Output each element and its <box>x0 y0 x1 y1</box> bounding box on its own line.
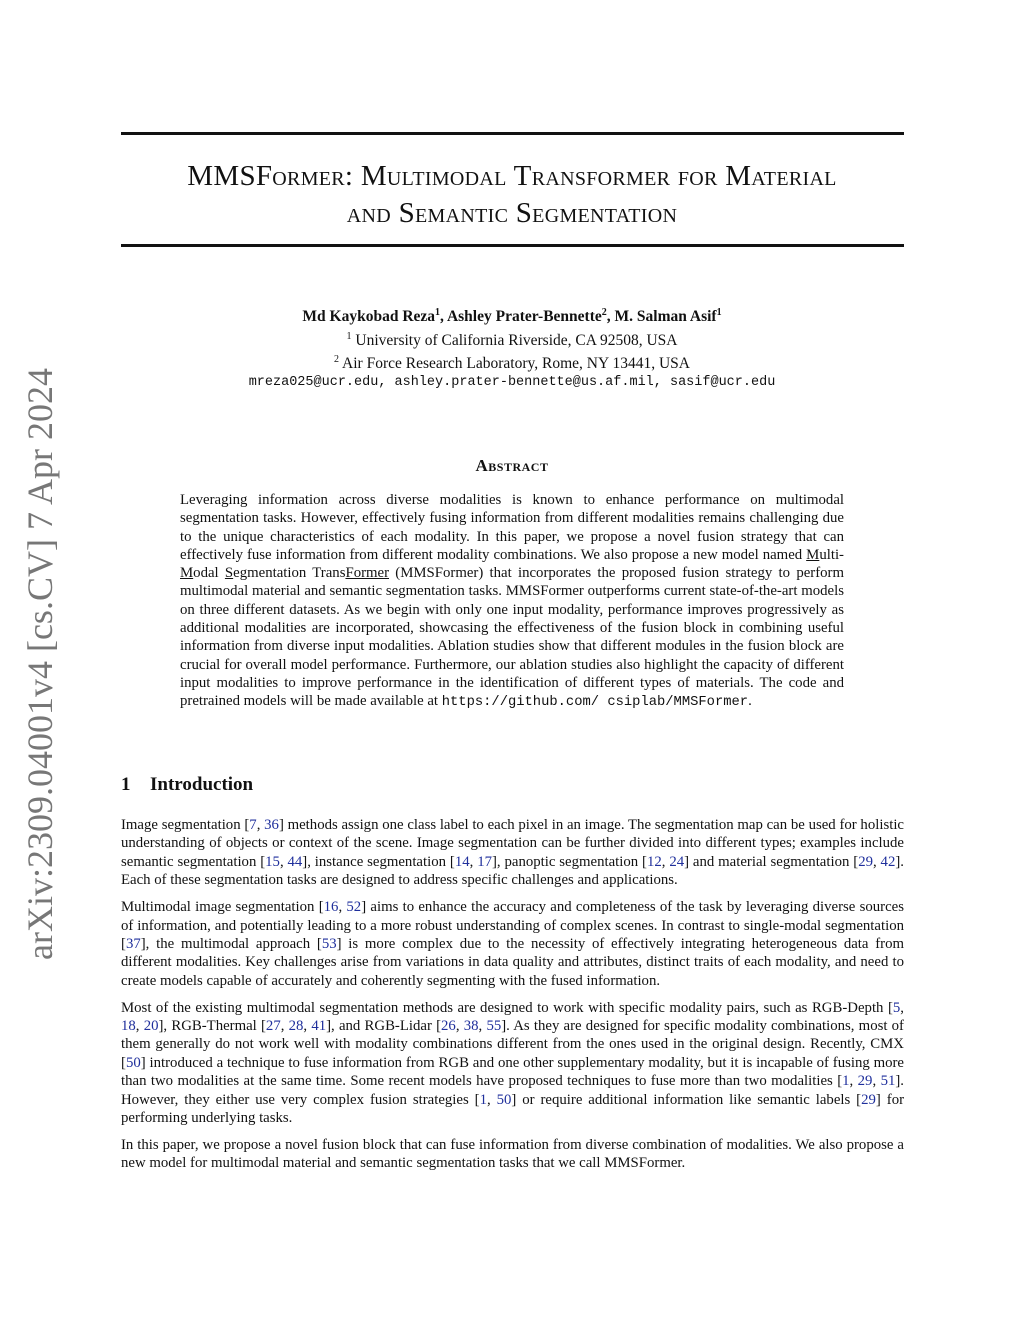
p1-text-d: ], panoptic segmentation [ <box>491 853 647 870</box>
p1-sep: , <box>661 853 670 870</box>
arxiv-identifier: arXiv:2309.04001v4 [cs.CV] 7 Apr 2024 <box>20 368 60 960</box>
abstract-part-2: (MMSFormer) that incorporates the proposed fusion strategy to perform multimodal material and semantic segmentation tasks. MMSFormer outperforms current state-of-the-art models on three different datasets. As we begin with only one input modality, performance improves progressively as additional modalities are incorporated, showcasing the effectiveness of the fusion block in combining useful information from diverse input modalities. Ablation studies show that different modules in the fusion block are crucial for overall model performance. Furthermore, our ablation studies also highlight the capacity of different input modalities to improve performance in the identification of different types of materials. The code and pretrained models will be made available at <box>180 565 844 710</box>
p3-sep: , <box>849 1073 858 1090</box>
code-url[interactable]: https://github.com/ csiplab/MMSFormer <box>441 695 749 711</box>
citation-link[interactable]: 29 <box>861 1091 876 1108</box>
author-emails: mreza025@ucr.edu, ashley.prater-bennette@us.af.mil, sasif@ucr.edu <box>248 375 776 391</box>
p2-text-b: ] aims to enhance the accuracy and completeness of the task by leveraging diverse sources of information, and potentially leading to a more robust understanding of complex scenes. In contrast to single-modal segmentation [ <box>121 899 904 952</box>
author-2: Ashley Prater-Bennette <box>446 308 602 326</box>
acronym-letter-s: S <box>224 565 234 582</box>
citation-link[interactable]: 1 <box>842 1073 850 1090</box>
p3-text-h: ] for performing underlying tasks. <box>121 1091 905 1127</box>
author-3: M. Salman Asif <box>614 308 717 326</box>
author-3-affil: 1 <box>716 307 722 318</box>
acronym-letter-m1: M <box>806 546 820 563</box>
citation-link[interactable]: 55 <box>486 1018 502 1035</box>
citation-link[interactable]: 1 <box>479 1091 487 1108</box>
citation-link[interactable]: 16 <box>323 899 339 916</box>
citation-link[interactable]: 17 <box>477 853 492 870</box>
citation-link[interactable]: 24 <box>669 853 685 870</box>
title-bottom-rule <box>121 244 904 247</box>
citation-link[interactable]: 41 <box>311 1018 327 1035</box>
citation-link[interactable]: 37 <box>125 935 141 952</box>
p1-sep: , <box>256 817 265 833</box>
p3-text-c: ], and RGB-Lidar [ <box>326 1018 442 1035</box>
p3-sep: , <box>303 1018 312 1035</box>
citation-link[interactable]: 38 <box>463 1018 479 1035</box>
title-line-1: MMSFormer: Multimodal Transformer for Material <box>187 160 837 192</box>
p3-text-a: Most of the existing multimodal segmentation methods are designed to work with specific modality pairs, such as RGB-Depth [ <box>121 999 893 1016</box>
p1-text-a: Image segmentation [ <box>121 817 250 833</box>
p2-text-a: Multimodal image segmentation [ <box>121 899 324 916</box>
abstract-end: . <box>748 693 752 710</box>
p3-sep: , <box>455 1018 464 1035</box>
p2-sep: , <box>338 899 347 916</box>
abstract-model-name-2: odal <box>193 565 225 582</box>
paragraph-2 <box>121 898 904 990</box>
p3-sep: , <box>900 999 904 1016</box>
p1-text-c: ], instance segmentation [ <box>302 853 455 870</box>
author-1: Md Kaykobad Reza <box>302 308 436 326</box>
paper-title <box>110 158 914 232</box>
citation-link[interactable]: 12 <box>646 853 662 870</box>
p1-text-f: ]. Each of these segmentation tasks are designed to address specific challenges and applications. <box>121 853 904 889</box>
author-2-affil: 2 <box>601 307 607 318</box>
author-names: Md Kaykobad Reza$^1$, Ashley Prater-Bennette$^2$, M. Salman Asif$^1$ <box>302 307 722 326</box>
abstract-model-name-1: ulti- <box>819 546 844 563</box>
p3-sep: , <box>486 1091 497 1108</box>
section-title: Introduction <box>150 774 254 795</box>
title-top-rule <box>121 132 904 135</box>
acronym-former: Former <box>345 565 390 582</box>
p3-text-b: ], RGB-Thermal [ <box>158 1018 266 1035</box>
p3-sep: , <box>478 1018 487 1035</box>
p3-sep: , <box>280 1018 289 1035</box>
citation-link[interactable]: 18 <box>121 1018 136 1035</box>
p1-sep: , <box>872 853 881 870</box>
citation-link[interactable]: 50 <box>125 1054 141 1071</box>
abstract-part-1: Leveraging information across diverse modalities is known to enhance performance on multimodal segmentation tasks. However, effectively fusing information from different modalities remains challenging due to the unique characteristics of each modality. In this paper, we propose a novel fusion strategy that can effectively fuse information from different modality combinations. We also propose a new model named <box>180 492 844 563</box>
section-heading-introduction <box>121 774 253 796</box>
paragraph-1 <box>121 816 904 890</box>
citation-link[interactable]: 15 <box>265 853 280 870</box>
p1-sep: , <box>469 853 478 870</box>
citation-link[interactable]: 29 <box>858 853 873 870</box>
affiliation-2 <box>110 350 914 373</box>
author-block <box>110 303 914 393</box>
citation-link[interactable]: 52 <box>346 899 362 916</box>
abstract-model-name-3: egmentation Trans <box>233 565 346 582</box>
p3-text-e: ] introduced a technique to fuse information from RGB and one other supplementary modality, but it is incapable of fusing more than two modalities at the same time. Some recent models have proposed techniques to fuse more than two modalities [ <box>121 1054 904 1090</box>
citation-link[interactable]: 44 <box>287 853 303 870</box>
citation-link[interactable]: 28 <box>288 1018 304 1035</box>
acronym-letter-m2: M <box>180 565 194 582</box>
paragraph-4: In this paper, we propose a novel fusion block that can fuse information from diverse combination of modalities. We also propose a new model for multimodal material and semantic segmentation tasks that we call MMSFormer. <box>121 1137 904 1172</box>
p3-text-g: ] or require additional information like semantic labels [ <box>511 1091 862 1108</box>
p3-sep: , <box>872 1073 881 1090</box>
p3-sep: , <box>135 1018 144 1035</box>
section-number: 1 <box>121 774 131 795</box>
p1-text-b: ] methods assign one class label to each pixel in an image. The segmentation map can be used for holistic understanding of objects or context of the scene. Image segmentation can be further divided into different types; examples include semantic segmentation [ <box>121 817 905 870</box>
citation-link[interactable]: 20 <box>143 1018 159 1035</box>
paragraph-3 <box>121 999 904 1128</box>
abstract-heading: Abstract <box>475 456 549 475</box>
affiliation-2-marker: 2 <box>334 354 339 366</box>
citation-link[interactable]: 5 <box>892 999 901 1016</box>
p3-text-f: ]. However, they either use very complex fusion strategies [ <box>121 1073 905 1108</box>
citation-link[interactable]: 14 <box>454 853 470 870</box>
affiliation-1-marker: 1 <box>346 331 352 343</box>
introduction-body <box>121 816 904 1181</box>
author-1-affil: 1 <box>435 307 441 318</box>
citation-link[interactable]: 36 <box>264 817 279 833</box>
citation-link[interactable]: 7 <box>249 817 257 833</box>
citation-link[interactable]: 26 <box>441 1018 456 1035</box>
citation-link[interactable]: 29 <box>857 1073 873 1090</box>
p3-text-d: ]. As they are designed for specific modality combinations, most of them generally do not work well with modality combinations different from the ones used in the original design. Recently, CMX [ <box>121 1018 904 1071</box>
p2-text-c: ], the multimodal approach [ <box>140 935 322 952</box>
p1-text-e: ] and material segmentation [ <box>684 853 859 870</box>
title-line-2: and Semantic Segmentation <box>346 197 678 229</box>
citation-link[interactable]: 42 <box>880 853 896 870</box>
affiliation-1 <box>110 327 914 350</box>
affiliation-2-text: Air Force Research Laboratory, Rome, NY 13441, USA <box>342 355 690 373</box>
affiliation-1-text: University of California Riverside, CA 92508, USA <box>355 332 678 350</box>
citation-link[interactable]: 53 <box>321 935 337 952</box>
citation-link[interactable]: 51 <box>880 1073 896 1090</box>
p1-sep: , <box>279 853 288 870</box>
citation-link[interactable]: 27 <box>265 1018 281 1035</box>
citation-link[interactable]: 50 <box>496 1091 512 1108</box>
abstract-text <box>180 491 844 713</box>
p2-text-d: ] is more complex due to the necessity of effectively integrating heterogeneous data from different modalities. Key challenges arise from variations in data quality and attributes, distinct traits of each modality, and need to create models capable of accurately and coherently segmenting with the fused information. <box>121 935 904 989</box>
